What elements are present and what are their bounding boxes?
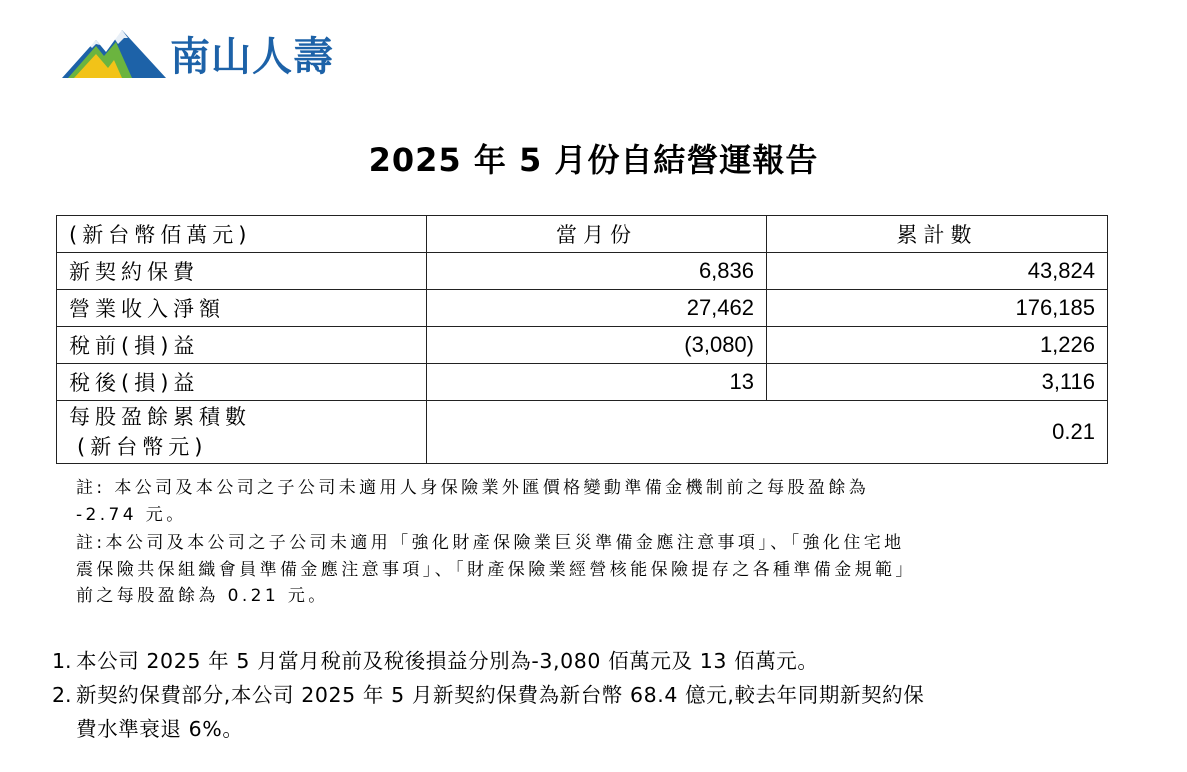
note1-line1: 註: 本公司及本公司之子公司未適用人身保險業外匯價格變動準備金機制前之每股盈餘為: [76, 478, 870, 498]
row-label: 稅後(損)益: [57, 364, 427, 401]
note2-line1: 註:本公司及本公司之子公司未適用「強化財產保險業巨災準備金應注意事項」、「強化住宅地: [76, 533, 905, 553]
cumulative-value: 1,226: [767, 327, 1108, 364]
table-header-row: [57, 216, 1108, 253]
list-item: [52, 678, 1132, 746]
list-text: [76, 678, 1132, 746]
list-text-line2: 費水準衰退 6%。: [76, 717, 244, 741]
table-row: [57, 290, 1108, 327]
eps-row: [57, 401, 1108, 464]
mountain-logo-icon: [62, 24, 166, 80]
table-row: [57, 253, 1108, 290]
list-item: [52, 644, 1132, 678]
unit-header: (新台幣佰萬元): [57, 216, 427, 253]
eps-label-line2: (新台幣元): [77, 435, 208, 459]
summary-points: [52, 644, 1132, 746]
table-row: [57, 327, 1108, 364]
cumulative-value: 3,116: [767, 364, 1108, 401]
note2-line3: 前之每股盈餘為 0.21 元。: [76, 586, 329, 606]
list-number: 2.: [52, 683, 72, 707]
table-row: [57, 364, 1108, 401]
eps-label-line1: 每股盈餘累積數: [69, 405, 251, 429]
list-text: [76, 644, 1132, 678]
company-name: 南山人壽: [170, 34, 334, 80]
cumulative-value: 43,824: [767, 253, 1108, 290]
list-number: 1.: [52, 649, 72, 673]
page-title: 2025 年 5 月份自結營運報告: [368, 141, 819, 179]
list-text-line1: 本公司 2025 年 5 月當月稅前及稅後損益分別為-3,080 佰萬元及 13 佰萬元。: [76, 649, 819, 673]
note2-line2: 震保險共保組織會員準備金應注意事項」、「財產保險業經營核能保險提存之各種準備金規範」: [76, 559, 916, 580]
footnotes: [76, 475, 1106, 610]
cumulative-header: 累計數: [767, 216, 1108, 253]
month-value: 27,462: [427, 290, 767, 327]
month-value: 6,836: [427, 253, 767, 290]
month-value: 13: [427, 364, 767, 401]
row-label: 新契約保費: [57, 253, 427, 290]
row-label: 營業收入淨額: [57, 290, 427, 327]
note1-line2: -2.74 元。: [76, 504, 187, 525]
eps-value: 0.21: [427, 401, 1108, 464]
eps-label: [57, 401, 427, 464]
month-header: 當月份: [427, 216, 767, 253]
company-logo: [62, 24, 382, 84]
row-label: 稅前(損)益: [57, 327, 427, 364]
list-text-line1: 新契約保費部分,本公司 2025 年 5 月新契約保費為新台幣 68.4 億元,較去年同期新契約保: [76, 683, 925, 707]
report-table: [56, 215, 1108, 464]
cumulative-value: 176,185: [767, 290, 1108, 327]
month-value: (3,080): [427, 327, 767, 364]
